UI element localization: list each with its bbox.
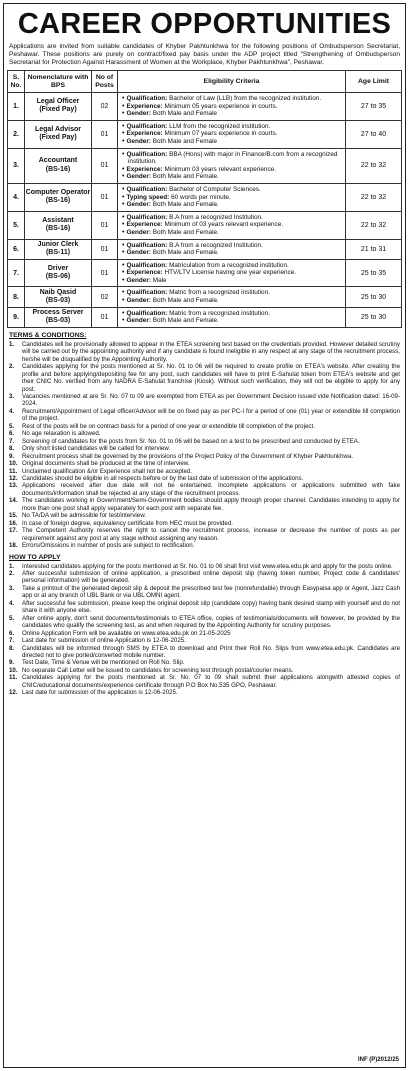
row-age-limit: 22 to 32 <box>346 183 402 211</box>
item-number: 9. <box>9 452 15 460</box>
criteria-value: Minimum of 03 years relevant experience. <box>162 221 284 229</box>
row-position <box>25 239 92 259</box>
row-position <box>25 211 92 239</box>
item-text: Candidates applying for the posts mentioned at Sr. No. 07 to 09 shall submit their applications alongwith attested copies of CNIC/educational documents/experience certificate through P.O Box No.535 GPO, Peshawar. <box>22 674 400 689</box>
criteria-value: Both Male and Female <box>150 137 218 145</box>
terms-item <box>9 527 400 542</box>
terms-item <box>9 341 400 363</box>
item-number: 2. <box>9 569 15 577</box>
criteria-value: Both Male and Female <box>150 110 218 118</box>
item-number: 6. <box>9 430 15 438</box>
item-number: 15. <box>9 512 18 520</box>
criteria-item <box>121 297 342 305</box>
item-text: No TA/DA will be admissible for test/interview. <box>22 512 146 520</box>
table-row <box>8 287 402 307</box>
position-bps: (BS-11) <box>45 249 71 257</box>
item-number: 17. <box>9 527 18 535</box>
item-text: Interested candidates applying for the posts mentioned at Sr. No. 01 to 06 shall first visit www.etea.edu.pk and apply for the posts online. <box>22 562 393 570</box>
row-age-limit: 27 to 40 <box>346 120 402 148</box>
apply-heading: HOW TO APPLY <box>9 553 61 561</box>
criteria-value: Matric from a recognized institution. <box>167 289 270 297</box>
criteria-item <box>121 201 342 209</box>
criteria-label: Experience: <box>126 269 163 277</box>
criteria-value: B.A from a recognized Institution. <box>167 213 263 221</box>
item-number: 4. <box>9 407 15 415</box>
item-text: Screening of candidates for the posts from Sr. No. 01 to 06 will be based on a test to be prescribed and conducted by ETEA. <box>22 437 360 445</box>
row-criteria <box>118 183 346 211</box>
terms-item <box>9 468 400 475</box>
criteria-value: Both Male and Female. <box>150 297 219 305</box>
item-text: The Competent Authority reserves the right to cancel the recruitment process, increase or decrease the number of posts as per requirement against any post at any stage without assigning any reason. <box>22 527 400 542</box>
criteria-item <box>121 242 342 250</box>
row-age-limit: 22 to 32 <box>346 211 402 239</box>
criteria-item <box>121 249 342 257</box>
item-number: 3. <box>9 584 15 592</box>
criteria-value: Male <box>150 276 167 284</box>
criteria-item <box>121 110 342 118</box>
intro-paragraph: Applications are invited from suitable candidates of Khyber Pakhtunkhwa for the following positions of Ombudsperson Secretariat, Peshawar. These positions are purely on contract/fixed pay basis under the ADP project titled "Strengthening of Ombudsperson Secretariat for Protection Against Harassment of Women at the Workplace, Khyber Pakhtunkhwa", Peshawar. <box>9 43 400 66</box>
criteria-label: Qualification: <box>126 261 168 269</box>
criteria-label: Qualification: <box>126 289 168 297</box>
terms-item <box>9 438 400 445</box>
row-age-limit: 22 to 32 <box>346 148 402 183</box>
item-number: 12. <box>9 475 18 482</box>
row-age-limit: 27 to 35 <box>346 93 402 121</box>
criteria-item <box>121 317 342 325</box>
row-criteria <box>118 120 346 148</box>
criteria-list <box>121 310 342 325</box>
apply-item <box>9 585 400 600</box>
item-text: Only short listed candidates will be called for interview. <box>22 445 171 453</box>
criteria-value: BBA (Hons) with major in Finance/B.com from a recognized institution. <box>128 150 338 166</box>
item-text: After online apply, don't send documents/testimonials to ETEA office, copies of testimonials/documents will however, be provided by the candidates who qualify the screening test, as and when required by the Appointing Authority for scrutiny purposes. <box>22 614 400 630</box>
criteria-item <box>121 166 342 174</box>
positions-table-body <box>8 93 402 328</box>
row-posts: 01 <box>92 183 118 211</box>
criteria-value: Minimum 07 years experience in courts. <box>162 130 278 138</box>
criteria-value: Matriculation from a recognized institution. <box>167 261 289 269</box>
row-criteria <box>118 93 346 121</box>
criteria-list <box>121 186 342 209</box>
criteria-label: Gender: <box>126 276 151 284</box>
criteria-value: HTV/LTV License having one year experience. <box>162 269 297 277</box>
item-number: 10. <box>9 666 18 674</box>
header-criteria: Eligibility Criteria <box>118 71 346 93</box>
criteria-value: Bachelor of Computer Sciences. <box>167 185 261 193</box>
row-posts: 01 <box>92 148 118 183</box>
position-bps: (BS-03) <box>45 297 71 305</box>
criteria-value: B.A from a recognized Institution. <box>167 241 263 249</box>
criteria-item <box>121 229 342 237</box>
row-position <box>25 183 92 211</box>
item-text: No age relaxation is allowed. <box>22 430 101 438</box>
item-text: Recruitment/Appointment of Legal officer/Advisor will be on fixed pay as per PC-I for a period of one (01) year or extendible till completion of the project. <box>22 407 400 423</box>
row-posts: 02 <box>92 93 118 121</box>
position-name: Legal Officer <box>36 97 80 105</box>
row-posts: 01 <box>92 239 118 259</box>
criteria-value: Both Male and Female. <box>150 201 219 209</box>
item-text: Rest of the posts will be on contract basis for a period of one year or extendible till completion of the project. <box>22 422 315 430</box>
criteria-value: Both Male and Female. <box>150 228 219 236</box>
item-text: Take a printout of the generated deposit slip & deposit the prescribed test fee (nonrefundable) through Easypaisa app or Agent, Jazz Cash app or at any branch of UBL Bank or via UBL OMNI agent. <box>22 584 400 600</box>
item-text: Last date for submission of the application is 12-06-2025. <box>22 689 178 697</box>
item-number: 12. <box>9 689 18 697</box>
row-sno: 9. <box>8 307 25 327</box>
row-position <box>25 307 92 327</box>
terms-item <box>9 475 400 482</box>
terms-item <box>9 430 400 437</box>
position-name: Process Server <box>32 308 84 316</box>
criteria-list <box>121 262 342 285</box>
row-criteria <box>118 307 346 327</box>
advertisement-page <box>3 3 406 1068</box>
criteria-label: Qualification: <box>126 122 168 130</box>
criteria-item <box>121 186 342 194</box>
criteria-label: Qualification: <box>126 309 168 317</box>
item-number: 8. <box>9 445 15 453</box>
criteria-label: Experience: <box>126 165 163 173</box>
row-criteria <box>118 259 346 287</box>
criteria-label: Qualification: <box>126 213 168 221</box>
apply-item <box>9 645 400 660</box>
item-number: 11. <box>9 467 18 475</box>
terms-item <box>9 445 400 452</box>
row-position <box>25 120 92 148</box>
row-position <box>25 148 92 183</box>
row-posts: 01 <box>92 120 118 148</box>
criteria-value: Minimum 05 years experience in courts. <box>162 102 278 110</box>
position-bps: (Fixed Pay) <box>39 106 77 114</box>
item-text: Candidates will be provisionally allowed to appear in the ETEA screening test based on the credentials provided. However detailed scrutiny will be carried out by the appointing authority and if any candidate is found ineligible in any respect at any stage of the recruitment process, he/she will be disqualified by the Appointing Authority. <box>22 340 400 363</box>
criteria-value: Both Male and Female. <box>150 173 219 181</box>
item-text: After successful fee submission, please keep the original deposit slip (candidate copy) having bank desired stamp with yourself and do not share it with anyone else. <box>22 599 400 615</box>
item-text: After successful submission of online application, a prescribed online deposit slip (having token number, Project code & candidates' personal information) will be generated. <box>22 569 400 585</box>
criteria-label: Gender: <box>126 317 151 325</box>
apply-item <box>9 667 400 674</box>
criteria-list <box>121 214 342 237</box>
row-posts: 01 <box>92 211 118 239</box>
row-criteria <box>118 148 346 183</box>
item-text: In case of foreign degree, equivalency certificate from HEC must be provided. <box>22 519 233 527</box>
item-text: Candidates applying for the posts mentioned at Sr. No. 01 to 06 will be required to create profile on ETEA's website. After creating the profile and before applying/depositing fee for any post, such candidates will have to print E-Sahulat token from ETEA's website and get their CNIC No. verified from any NADRA E-Sahulat franchise (Kiosk). Without such verification, they will not be eligible to apply for any post. <box>22 363 400 393</box>
criteria-item <box>121 194 342 202</box>
criteria-label: Gender: <box>126 201 151 209</box>
row-position <box>25 259 92 287</box>
item-number: 6. <box>9 629 15 637</box>
apply-item <box>9 689 400 696</box>
position-bps: (BS-06) <box>45 273 71 281</box>
row-criteria <box>118 211 346 239</box>
terms-item <box>9 423 400 430</box>
terms-item <box>9 512 400 519</box>
table-row <box>8 307 402 327</box>
position-bps: (BS-16) <box>45 197 71 205</box>
criteria-item <box>121 221 342 229</box>
position-name: Driver <box>47 264 69 272</box>
criteria-label: Gender: <box>126 110 151 118</box>
item-number: 3. <box>9 393 15 401</box>
row-posts: 02 <box>92 287 118 307</box>
item-number: 7. <box>9 437 15 445</box>
criteria-label: Experience: <box>126 221 163 229</box>
header-sno: S. No. <box>8 71 25 93</box>
item-number: 18. <box>9 542 18 550</box>
row-position <box>25 287 92 307</box>
row-position <box>25 93 92 121</box>
row-sno: 8. <box>8 287 25 307</box>
row-posts: 01 <box>92 307 118 327</box>
row-sno: 5. <box>8 211 25 239</box>
criteria-label: Qualification: <box>126 95 168 102</box>
row-sno: 3. <box>8 148 25 183</box>
criteria-list <box>121 289 342 304</box>
item-number: 4. <box>9 599 15 607</box>
row-sno: 1. <box>8 93 25 121</box>
criteria-item <box>121 138 342 146</box>
table-row <box>8 239 402 259</box>
item-text: The candidates working in Government/Semi-Government bodies should apply through proper channel. Candidates intending to apply for more than one post shall apply separately for each post with separate fee. <box>22 497 400 512</box>
criteria-item <box>121 277 342 285</box>
criteria-label: Qualification: <box>126 185 168 193</box>
item-number: 7. <box>9 637 15 645</box>
row-criteria <box>118 239 346 259</box>
item-number: 5. <box>9 422 15 430</box>
criteria-item <box>121 130 342 138</box>
row-sno: 2. <box>8 120 25 148</box>
criteria-value: Both Male and Female. <box>150 317 219 325</box>
row-age-limit: 25 to 30 <box>346 287 402 307</box>
terms-item <box>9 408 400 423</box>
item-text: Candidates should be eligible in all respects before or by the last date of submission of the applications. <box>22 475 304 482</box>
item-number: 9. <box>9 659 15 667</box>
row-sno: 6. <box>8 239 25 259</box>
criteria-item <box>121 310 342 318</box>
criteria-value: Bachelor of Law (LLB) from the recognized institution. <box>167 95 322 102</box>
criteria-item <box>121 269 342 277</box>
item-number: 13. <box>9 482 18 490</box>
apply-item <box>9 659 400 666</box>
page-title: CAREER OPPORTUNITIES <box>17 8 392 40</box>
criteria-value: Minimum 03 years relevant experience. <box>162 165 276 173</box>
terms-item <box>9 497 400 512</box>
item-text: No separate Call Letter will be issued to candidates for screening test through postal/courier means. <box>22 666 294 674</box>
terms-list <box>9 341 400 550</box>
item-text: Test Date, Time & Venue will be mentioned on Roll No. Slip. <box>22 659 185 667</box>
table-row <box>8 93 402 121</box>
criteria-list <box>121 242 342 257</box>
apply-item <box>9 630 400 637</box>
terms-item <box>9 482 400 497</box>
apply-item <box>9 570 400 585</box>
item-text: Unclaimed qualification &/or Experience shall not be accepted. <box>22 467 192 475</box>
row-age-limit: 25 to 30 <box>346 307 402 327</box>
item-number: 14. <box>9 497 18 505</box>
terms-item <box>9 460 400 467</box>
criteria-list <box>121 123 342 146</box>
row-age-limit: 21 to 31 <box>346 239 402 259</box>
criteria-value: LLM from the recognized institution. <box>167 122 271 130</box>
criteria-value: 60 words per minute. <box>169 193 231 201</box>
criteria-label: Gender: <box>126 173 151 181</box>
item-text: Recruitment process shall be governed by the provisions of the Project Policy of the Government of Khyber Pakhtunkhwa. <box>22 452 354 460</box>
header-posts: No of Posts <box>92 71 118 93</box>
terms-item <box>9 542 400 549</box>
item-number: 1. <box>9 562 15 570</box>
table-row <box>8 148 402 183</box>
terms-item <box>9 453 400 460</box>
item-number: 10. <box>9 460 18 468</box>
criteria-value: Both Male and Female. <box>150 249 219 257</box>
item-number: 11. <box>9 674 18 682</box>
criteria-list <box>121 95 342 118</box>
position-name: Legal Advisor <box>34 125 82 133</box>
advertisement-reference: INF (P)2012/25 <box>357 1057 399 1063</box>
table-header-row <box>8 71 402 93</box>
criteria-item <box>121 103 342 111</box>
position-bps: (BS-16) <box>45 165 71 173</box>
criteria-list <box>121 151 342 181</box>
item-text: Errors/Omissions in number of posts are subject to rectification. <box>22 542 195 550</box>
position-name: Junior Clerk <box>37 240 79 248</box>
criteria-label: Qualification: <box>126 150 168 158</box>
item-text: Vacancies mentioned at are Sr. No. 07 to 09 are exempted from ETEA as per Government Decision issued vide Notification dated: 16-09-2024. <box>22 393 400 408</box>
table-row <box>8 211 402 239</box>
criteria-item <box>121 262 342 270</box>
item-text: Online Application Form will be available on www.etea.edu.pk on 21-05-2025 <box>22 629 231 637</box>
header-nomenclature: Nomenclature with BPS <box>25 71 92 93</box>
criteria-item <box>121 95 342 103</box>
row-sno: 4. <box>8 183 25 211</box>
row-posts: 01 <box>92 259 118 287</box>
apply-item <box>9 637 400 644</box>
item-text: Last date for submission of online Application is 12-06-2025. <box>22 637 186 645</box>
table-row <box>8 259 402 287</box>
header-age: Age Limit <box>346 71 402 93</box>
item-number: 8. <box>9 644 15 652</box>
apply-item <box>9 600 400 615</box>
terms-item <box>9 393 400 408</box>
criteria-label: Qualification: <box>126 241 168 249</box>
criteria-label: Gender: <box>126 137 151 145</box>
positions-table <box>7 70 402 328</box>
apply-item <box>9 674 400 689</box>
row-criteria <box>118 287 346 307</box>
criteria-value: Matric from a recognized institution. <box>167 309 270 317</box>
criteria-label: Gender: <box>126 297 151 305</box>
apply-item <box>9 563 400 570</box>
criteria-item <box>121 173 342 181</box>
apply-list <box>9 563 400 697</box>
item-number: 2. <box>9 363 15 371</box>
criteria-label: Typing speed: <box>126 193 170 201</box>
item-number: 1. <box>9 340 15 348</box>
item-number: 16. <box>9 519 18 527</box>
criteria-item <box>121 214 342 222</box>
criteria-item <box>121 123 342 131</box>
table-row <box>8 120 402 148</box>
terms-item <box>9 520 400 527</box>
apply-item <box>9 615 400 630</box>
position-name: Accountant <box>38 157 78 165</box>
position-bps: (Fixed Pay) <box>39 134 77 142</box>
position-name: Assistant <box>42 216 74 224</box>
criteria-label: Experience: <box>126 102 163 110</box>
item-text: Candidates will be informed through SMS by ETEA to download and Print their Roll No. Slips from www.etea.edu.pk. Candidates are directed not to give ported/converted mobile number. <box>22 644 400 659</box>
criteria-item <box>121 289 342 297</box>
item-number: 5. <box>9 614 15 622</box>
row-sno: 7. <box>8 259 25 287</box>
criteria-label: Gender: <box>126 249 151 257</box>
item-text: Original documents shall be produced at the time of interview. <box>22 460 190 468</box>
row-age-limit: 25 to 35 <box>346 259 402 287</box>
terms-heading: TERMS & CONDITIONS: <box>9 331 87 339</box>
table-row <box>8 183 402 211</box>
criteria-label: Experience: <box>126 130 163 138</box>
terms-item <box>9 363 400 393</box>
criteria-label: Gender: <box>126 228 151 236</box>
position-bps: (BS-16) <box>45 225 71 233</box>
criteria-item <box>121 151 342 166</box>
item-text: Applications received after due date will not be entertained. Incomplete applications or applications submitted with fake documents/information shall be rejected at any stage of the recruitment process. <box>22 482 400 497</box>
position-name: Computer Operator <box>25 188 91 196</box>
position-bps: (BS-03) <box>45 317 71 325</box>
position-name: Naib Qasid <box>39 288 77 296</box>
